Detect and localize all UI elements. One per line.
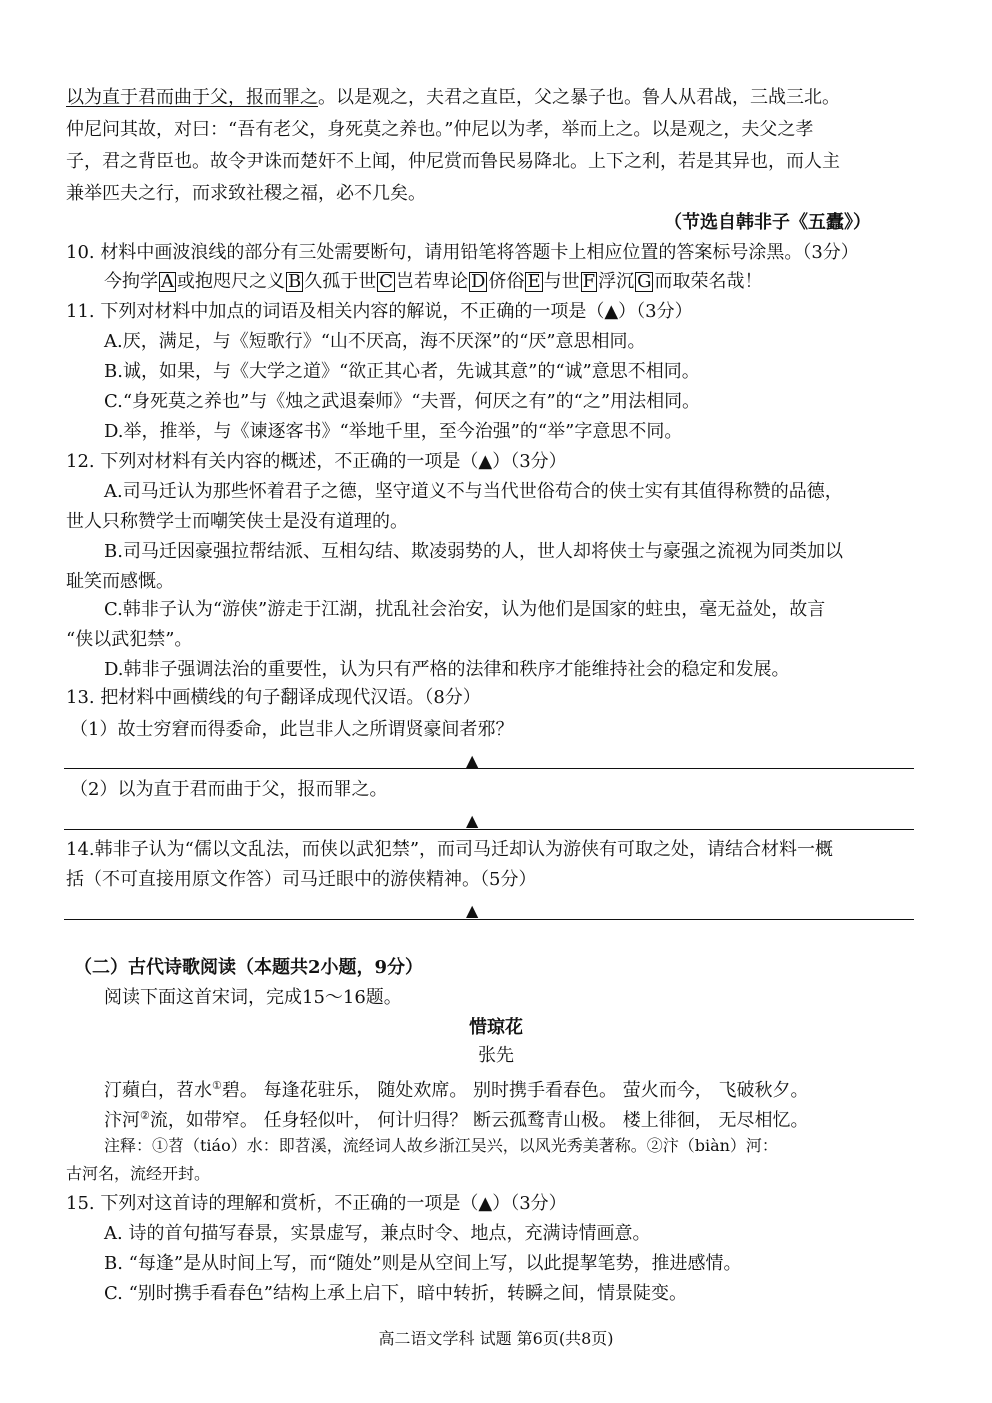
poem-note: 注释：①苕（tiáo）水：即苕溪，流经词人故乡浙江吴兴，以风光秀美著称。②汴（biàn）河： bbox=[104, 1136, 778, 1155]
poem-text: 汀蘋白，苕水 bbox=[104, 1080, 212, 1101]
q15-option-b: B. “每逢”是从时间上写，而“随处”则是从空间上写，以此提挈笔势，推进感情。 bbox=[104, 1253, 742, 1274]
q13-sentence-2: （2）以为直于君而曲于父，报而罪之。 bbox=[70, 779, 388, 800]
passage-line-3: 子，君之背臣也。故令尹诛而楚奸不上闻，仲尼赏而鲁民易降北。上下之利，若是其异也，而人主 bbox=[66, 151, 840, 172]
q11-option-a: A.厌，满足，与《短歌行》“山不厌高，海不厌深”的“厌”意思相同。 bbox=[104, 331, 646, 352]
q10-mark-f[interactable]: F bbox=[582, 271, 596, 292]
answer-line-3[interactable] bbox=[64, 919, 914, 920]
q10-mark-g[interactable]: G bbox=[637, 271, 652, 292]
q10-mark-b[interactable]: B bbox=[288, 271, 302, 292]
q10-seg: 浮沉 bbox=[598, 271, 635, 292]
q10-seg: 今拘学 bbox=[104, 271, 158, 292]
passage-line-4: 兼举匹夫之行，而求致社稷之福，必不几矣。 bbox=[66, 183, 426, 204]
poem-text: 汴河 bbox=[104, 1110, 140, 1131]
q10-seg: 或抱咫尺之义 bbox=[177, 271, 285, 292]
q12-option-b-cont: 耻笑而感慨。 bbox=[66, 571, 174, 592]
q10-seg: 久孤于世 bbox=[304, 271, 377, 292]
q12-option-a-cont: 世人只称赞学士而嘲笑侠士是没有道理的。 bbox=[66, 511, 408, 532]
q12-option-d: D.韩非子强调法治的重要性，认为只有严格的法律和秩序才能维持社会的稳定和发展。 bbox=[104, 659, 790, 680]
poem-title: 惜琼花 bbox=[469, 1017, 523, 1038]
answer-mark: ▲ bbox=[466, 901, 479, 920]
passage-line-1 bbox=[66, 86, 992, 110]
q10-sentence bbox=[104, 270, 992, 294]
q12-option-c-cont: “侠以武犯禁”。 bbox=[66, 629, 193, 650]
passage-line-2: 仲尼问其故，对曰：“吾有老父，身死莫之养也。”仲尼以为孝，举而上之。以是观之，夫父之孝 bbox=[66, 119, 814, 140]
poem-note-cont: 古河名，流经开封。 bbox=[66, 1164, 211, 1183]
poem-text: 碧。 每逢花驻乐， 随处欢席。 别时携手看春色。 萤火而今， 飞破秋夕。 bbox=[221, 1080, 809, 1101]
poem-line-2 bbox=[104, 1104, 992, 1133]
q15-option-a: A. 诗的首句描写春景，实景虚写，兼点时令、地点，充满诗情画意。 bbox=[104, 1223, 651, 1244]
q12-option-c: C.韩非子认为“游侠”游走于江湖，扰乱社会治安，认为他们是国家的蛀虫，毫无益处，故言 bbox=[104, 599, 826, 620]
q12-stem: 12. 下列对材料有关内容的概述，不正确的一项是（▲）（3分） bbox=[66, 451, 567, 472]
q14-stem-cont: 括（不可直接用原文作答）司马迁眼中的游侠精神。（5分） bbox=[66, 869, 537, 890]
q10-stem: 10. 材料中画波浪线的部分有三处需要断句，请用铅笔将答题卡上相应位置的答案标号涂黑。（3分） bbox=[66, 242, 859, 263]
answer-line-1[interactable] bbox=[64, 768, 914, 769]
q13-sentence-1: （1）故士穷窘而得委命，此岂非人之所谓贤豪间者邪？ bbox=[70, 719, 514, 740]
q10-mark-a[interactable]: A bbox=[161, 271, 174, 292]
q10-mark-d[interactable]: D bbox=[471, 271, 486, 292]
answer-mark: ▲ bbox=[466, 811, 479, 830]
q10-seg: 侪俗 bbox=[488, 271, 525, 292]
passage-source: （节选自韩非子《五蠹》） bbox=[664, 212, 871, 233]
q10-mark-e[interactable]: E bbox=[527, 271, 541, 292]
q11-option-b: B.诚，如果，与《大学之道》“欲正其心者，先诚其意”的“诚”意思不相同。 bbox=[104, 361, 700, 382]
q11-option-d: D.举，推举，与《谏逐客书》“举地千里，至今治强”的“举”字意思不同。 bbox=[104, 421, 683, 442]
q14-stem: 14.韩非子认为“儒以文乱法，而侠以武犯禁”，而司马迁却认为游侠有可取之处，请结合材料一概 bbox=[66, 839, 834, 860]
q10-seg: 而取荣名哉！ bbox=[654, 271, 763, 292]
q12-option-a: A.司马迁认为那些怀着君子之德，坚守道义不与当代世俗苟合的侠士实有其值得称赞的品德， bbox=[104, 481, 843, 502]
section-heading: （二）古代诗歌阅读（本题共2小题，9分） bbox=[74, 957, 424, 978]
poem-line-1 bbox=[104, 1074, 992, 1103]
q15-option-c: C. “别时携手看春色”结构上承上启下，暗中转折，转瞬之间，情景陡变。 bbox=[104, 1283, 687, 1304]
q13-stem: 13. 把材料中画横线的句子翻译成现代汉语。（8分） bbox=[66, 687, 481, 708]
poetry-intro: 阅读下面这首宋词，完成15～16题。 bbox=[104, 987, 402, 1008]
poem-text: 流，如带窄。 任身轻似叶， 何计归得？ 断云孤鹜青山极。 楼上徘徊， 无尽相忆。 bbox=[149, 1110, 809, 1131]
poem-author: 张先 bbox=[478, 1045, 514, 1066]
note-marker: ② bbox=[140, 1109, 150, 1122]
q11-option-c: C.“身死莫之养也”与《烛之武退秦师》“夫晋，何厌之有”的“之”用法相同。 bbox=[104, 391, 701, 412]
passage-text: 。以是观之，夫君之直臣，父之暴子也。鲁人从君战，三战三北。 bbox=[318, 87, 840, 108]
q10-seg: 岂若卑论 bbox=[396, 271, 469, 292]
passage-underlined-sentence: 以为直于君而曲于父，报而罪之 bbox=[66, 87, 318, 108]
note-marker: ① bbox=[212, 1079, 222, 1092]
q11-stem: 11. 下列对材料中加点的词语及相关内容的解说，不正确的一项是（▲）（3分） bbox=[66, 301, 693, 322]
q15-stem: 15. 下列对这首诗的理解和赏析，不正确的一项是（▲）（3分） bbox=[66, 1193, 567, 1214]
page-footer: 高二语文学科 试题 第6页(共8页) bbox=[378, 1329, 614, 1348]
q10-seg: 与世 bbox=[543, 271, 580, 292]
q12-option-b: B.司马迁因豪强拉帮结派、互相勾结、欺凌弱势的人，世人却将侠士与豪强之流视为同类加以 bbox=[104, 541, 843, 562]
q10-mark-c[interactable]: C bbox=[379, 271, 394, 292]
answer-mark: ▲ bbox=[466, 751, 479, 770]
answer-line-2[interactable] bbox=[64, 829, 914, 830]
